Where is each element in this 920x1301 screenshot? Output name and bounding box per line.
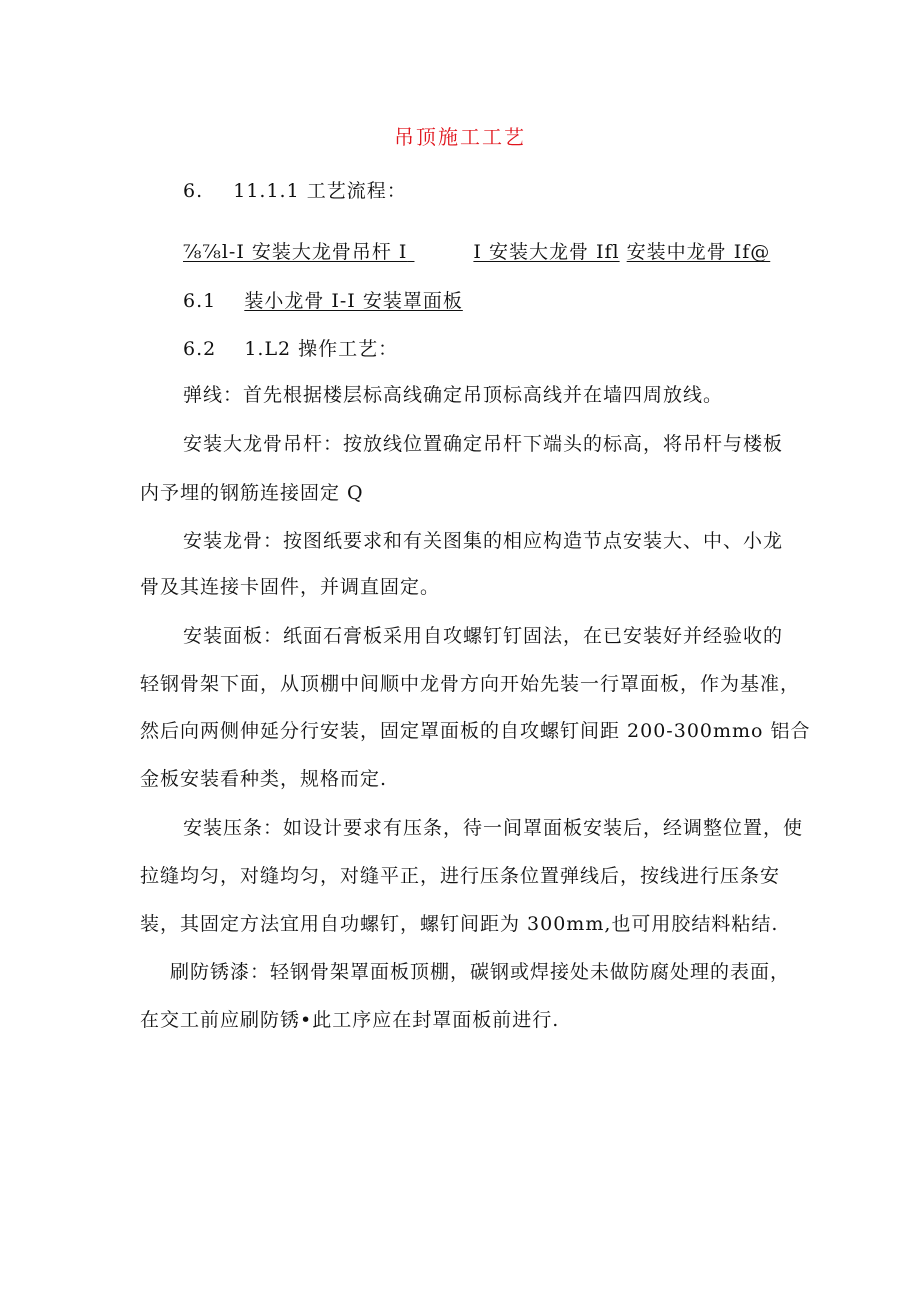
section-heading-text: 1.L2 操作工艺： bbox=[244, 338, 399, 360]
paragraph-line: 弹线：首先根据楼层标高线确定吊顶标高线并在墙四周放线。 bbox=[183, 384, 724, 406]
flow-step-segment-3: 安装中龙骨 If@ bbox=[626, 241, 771, 263]
paragraph-line: 装，其固定方法宜用自功螺钉，螺钉间距为 300mm,也可用胶结料粘结. bbox=[140, 913, 779, 935]
document-title: 吊顶施工工艺 bbox=[394, 125, 526, 149]
flow-line-number: 6.1 bbox=[183, 290, 217, 312]
paragraph-line: 安装面板：纸面石膏板采用自攻螺钉钉固法，在已安装好并经验收的 bbox=[183, 625, 784, 647]
flow-step-segment-2: I 安装大龙骨 Ifl bbox=[473, 241, 620, 263]
paragraph-line: 拉缝均匀，对缝均匀，对缝平正，进行压条位置弹线后，按线进行压条安 bbox=[140, 865, 781, 887]
paragraph-line: 在交工前应刷防锈•此工序应在封罩面板前进行. bbox=[140, 1009, 560, 1031]
paragraph-line: 安装大龙骨吊杆：按放线位置确定吊杆下端头的标高，将吊杆与楼板 bbox=[183, 433, 784, 455]
section-number: 6. bbox=[183, 180, 204, 202]
section-ops-heading bbox=[183, 336, 398, 362]
process-flow-line-2 bbox=[183, 288, 463, 314]
paragraph-line: 刷防锈漆：轻钢骨架罩面板顶棚，碳钢或焊接处未做防腐处理的表面， bbox=[170, 961, 791, 983]
paragraph-line: 轻钢骨架下面，从顶棚中间顺中龙骨方向开始先装一行罩面板，作为基准， bbox=[140, 673, 801, 695]
paragraph-line: 然后向两侧伸延分行安装，固定罩面板的自攻螺钉间距 200-300mmo 铝合 bbox=[140, 720, 811, 742]
flow-step-segment-1: ⅞⅞l-I 安装大龙骨吊杆 I bbox=[183, 241, 408, 263]
flow-line-text: 装小龙骨 I-I 安装罩面板 bbox=[244, 290, 463, 312]
section-heading-text: 11.1.1 工艺流程： bbox=[233, 180, 407, 202]
paragraph-line: 内予埋的钢筋连接固定 Q bbox=[140, 482, 364, 504]
paragraph-line: 安装龙骨：按图纸要求和有关图集的相应构造节点安装大、中、小龙 bbox=[183, 530, 784, 552]
paragraph-line: 安装压条：如设计要求有压条，待一间罩面板安装后，经调整位置，使 bbox=[183, 817, 804, 839]
section-flow-heading bbox=[183, 178, 407, 204]
paragraph-line: 金板安装看种类，规格而定. bbox=[140, 768, 388, 790]
flow-connector bbox=[407, 239, 473, 265]
paragraph-line: 骨及其连接卡固件，并调直固定。 bbox=[140, 576, 441, 598]
process-flow-line-1 bbox=[183, 239, 770, 265]
section-number: 6.2 bbox=[183, 338, 217, 360]
